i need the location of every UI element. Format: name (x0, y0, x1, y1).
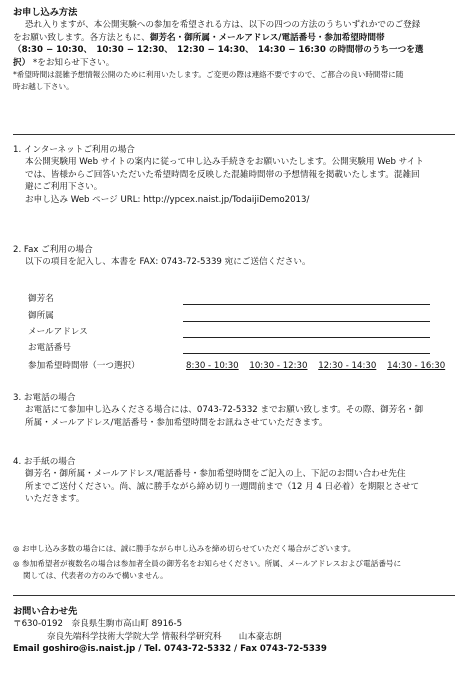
phone-field[interactable] (183, 353, 430, 354)
time-slot-option[interactable]: 8:30 - 10:30 (186, 361, 239, 371)
form-row-email (28, 326, 455, 340)
internet-line-3: 避にご利用下さい。 (25, 182, 103, 193)
form-label-email: メールアドレス (28, 327, 88, 337)
apply-intro-2 (13, 32, 455, 44)
remark-3: 関しては、代表者の方のみで構いません。 (23, 571, 168, 581)
contact-line: Email goshiro@is.naist.jp / Tel. 0743-72-5332 / Fax 0743-72-5339 (13, 644, 327, 655)
phone-line-2: 所属・メールアドレス/電話番号・参加希望時間をお訊ねさせていただきます。 (25, 417, 328, 428)
email-field[interactable] (183, 337, 430, 338)
letter-line-3: いただきます。 (25, 494, 85, 505)
remark-1: ◎ お申し込み多数の場合には、誠に勝手ながら申し込みを締め切らせていただく場合がございます。 (13, 544, 356, 553)
form-row-affiliation (28, 310, 455, 324)
letter-title: 4. お手紙の場合 (13, 457, 76, 467)
time-slot-option[interactable]: 14:30 - 16:30 (387, 361, 446, 371)
time-slot-option[interactable]: 10:30 - 12:30 (249, 361, 308, 371)
phone-line-1: お電話にて参加申し込みくださる場合には、0743-72-5332 までお願い致します。その際、御芳名・御 (25, 405, 424, 416)
apply-intro-4 (13, 57, 455, 69)
apply-intro-4-bold: 択） (13, 57, 31, 68)
time-slot-options (186, 360, 453, 372)
letter-section (13, 456, 455, 506)
fax-title: 2. Fax ご利用の場合 (13, 245, 93, 255)
form-row-name (28, 293, 455, 307)
apply-note-2: 時お越し下さい。 (13, 82, 74, 92)
remarks-section (13, 543, 455, 582)
letter-line-2: 所までご送付ください。尚、誠に勝手ながら締め切り一週間前まで（12 月 4 日必着）を期限とさせて (25, 481, 420, 492)
fax-section (13, 244, 455, 269)
remark-2: ◎ 参加希望者が複数名の場合は参加者全員の御芳名をお知らせください。所属、メールアドレスおよび電話番号に (13, 559, 402, 569)
form-row-phone (28, 342, 455, 356)
form-label-slot: 参加希望時間帯（一つ選択） (28, 361, 140, 371)
apply-section (13, 6, 455, 93)
internet-line-2: では、皆様からご回答いただいた希望時間を反映した混雑時間帯の予想情報を掲載いたします。混雑回 (25, 169, 420, 180)
time-slot-option[interactable]: 12:30 - 14:30 (318, 361, 377, 371)
fax-line-1: 以下の項目を記入し、本書を FAX: 0743-72-5339 宛にご送信ください。 (25, 257, 311, 268)
phone-title: 3. お電話の場合 (13, 393, 76, 403)
apply-intro-3: （8:30 − 10:30、 10:30 − 12:30、 12:30 − 14:30、 14:30 − 16:30 の時間帯のうち一つを選 (13, 45, 424, 56)
form-label-affiliation: 御所属 (28, 311, 54, 321)
letter-line-1: 御芳名・御所属・メールアドレス/電話番号・参加希望時間をご記入の上、下記のお問い合わせ先住 (25, 469, 406, 480)
affiliation-field[interactable] (183, 321, 430, 322)
name-field[interactable] (183, 304, 430, 305)
internet-url: お申し込み Web ページ URL: http://ypcex.naist.jp/TodaijiDemo2013/ (25, 194, 310, 205)
contact-organization: 奈良先端科学技術大学院大学 情報科学研究科 山本豪志朗 (47, 631, 282, 642)
apply-note-1: *希望時間は混雑予想情報公開のために利用いたします。ご変更の際は連絡不要ですので、ご都合の良い時間帯に随 (13, 70, 404, 80)
internet-line-1: 本公開実験用 Web サイトの案内に従って申し込み手続きをお願いいたします。公開実験用 Web サイト (25, 157, 424, 168)
divider-top (13, 134, 455, 135)
apply-intro-2-bold: 御芳名・御所属・メールアドレス/電話番号・参加希望時間帯 (149, 32, 385, 43)
internet-section (13, 144, 455, 206)
divider-bottom (13, 595, 455, 596)
contact-section (13, 605, 455, 656)
contact-title: お問い合わせ先 (13, 606, 78, 617)
internet-title: 1. インターネットご利用の場合 (13, 145, 135, 155)
phone-section (13, 392, 455, 429)
apply-title: お申し込み方法 (13, 7, 78, 18)
form-label-name: 御芳名 (28, 294, 54, 304)
apply-intro-2-text: をお願い致します。各方法ともに、 (13, 32, 150, 43)
apply-intro-1: 恐れ入りますが、本公開実験への参加を希望される方は、以下の四つの方法のうちいずれかでのご登録 (25, 20, 421, 31)
apply-intro-4-text: *をお知らせ下さい。 (30, 57, 115, 68)
contact-address: 〒630-0192 奈良県生駒市高山町 8916-5 (13, 619, 183, 630)
form-label-phone: お電話番号 (28, 343, 71, 353)
form-row-slot (28, 360, 455, 374)
